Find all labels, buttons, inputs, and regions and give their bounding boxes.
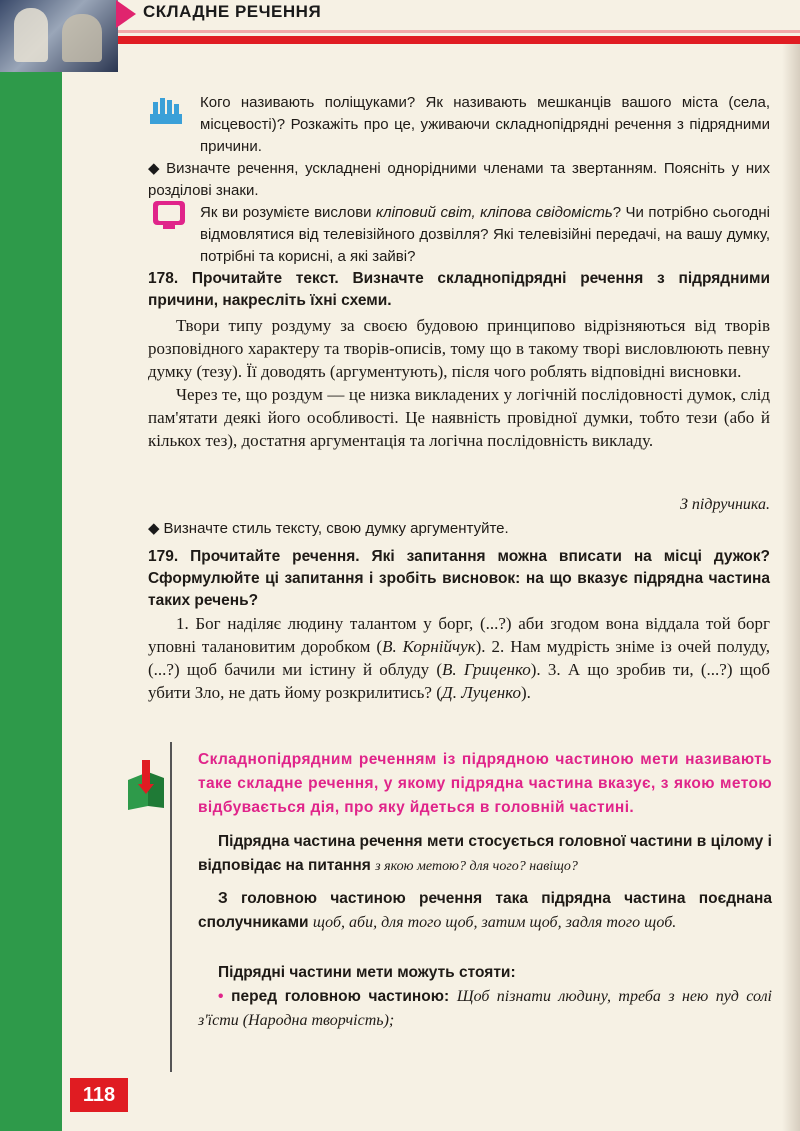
rule-paragraph-2: Підрядна частина речення мети стосується головної частини в цілому і відповідає на питання з якою метою? для чого? навіщо?	[198, 833, 772, 874]
exercise-179-heading: 179. Прочитайте речення. Які запитання можна вписати на місці дужок? Сформулюйте ці запитання і зробіть висновок: на що вказує підрядна частина таких речень?	[148, 548, 770, 609]
exercise-179-text: 1. Бог наділяє людину талантом у борг, (...?) аби згодом вона віддала той борг уповні талановитим доробком (В. Корнійчук). 2. Нам мудрість зніме із очей полуду, (...?) щоб бачили ми істину й облуду (В. Гриценко). 3. А що зробив ти, (...?) щоб убити Зло, не дать йому розкрилитись? (Д. Луценко).	[148, 614, 771, 702]
book-stack-icon	[150, 96, 182, 124]
section-title: СКЛАДНЕ РЕЧЕННЯ	[143, 2, 322, 21]
rule-definition: Складнопідрядним реченням із підрядною частиною мети називають таке складне речення, у якому підрядна частина вказує, з якою метою відбувається дія, про яку йдеться в головній частині.	[198, 751, 772, 816]
exercise-178-text: Твори типу роздуму за своєю будовою принципово відрізняються від творів розповідного характеру та творів-описів, тому що в такому творі висловлюють певну думку (тезу). Її доводять (аргументують), після чого роблять відповідні висновки. Через те, що роздум — це низка викладених у логічній послідовності думок, слід пам'ятати деякі його особливості. Це наявність провідної думки, тобто тези (або й кількох тез), достатня аргументація та логічна послідовність викладу.	[148, 316, 770, 450]
page-number: 118	[70, 1078, 128, 1112]
rule-box	[170, 742, 772, 1072]
task-q1: Кого називають поліщуками? Як називають мешканців вашого міста (села, місцевості)? Розкажіть про це, уживаючи складнопідрядні речення з підрядними причини.	[200, 94, 770, 155]
rule-paragraph-5: • перед головною частиною: Щоб пізнати людину, треба з нею пуд солі з'їсти (Народна творчість);	[198, 988, 772, 1029]
header-rule-light	[118, 30, 800, 33]
task-q2: ◆ Визначте речення, ускладнені однорідними членами та звертанням. Поясніть у них розділові знаки.	[148, 160, 770, 199]
left-margin-strip	[0, 0, 62, 1131]
task-q3: Як ви розумієте вислови кліповий світ, кліпова свідомість? Чи потрібно сьогодні відмовлятися від телевізійного дозвілля? Які телевізійні передачі, на вашу думку, потрібні та корисні, а які зайві?	[200, 204, 770, 265]
header-photo	[0, 0, 118, 72]
exercise-178-task: ◆ Визначте стиль тексту, свою думку аргументуйте.	[148, 520, 509, 537]
header-arrow-icon	[116, 0, 136, 28]
tv-icon	[152, 200, 186, 230]
rule-paragraph-3: З головною частиною речення така підрядна частина поєднана сполучниками щоб, аби, для того щоб, затим щоб, задля того щоб.	[198, 890, 772, 931]
page-spine-shadow	[782, 44, 800, 1131]
pointer-rule-icon	[124, 760, 168, 810]
header-rule	[118, 36, 800, 44]
exercise-178-heading: 178. Прочитайте текст. Визначте складнопідрядні речення з підрядними причини, накресліть їхні схеми.	[148, 270, 770, 309]
exercise-178-source: З підручника.	[679, 496, 770, 513]
rule-paragraph-4: Підрядні частини мети можуть стояти:	[218, 964, 516, 981]
